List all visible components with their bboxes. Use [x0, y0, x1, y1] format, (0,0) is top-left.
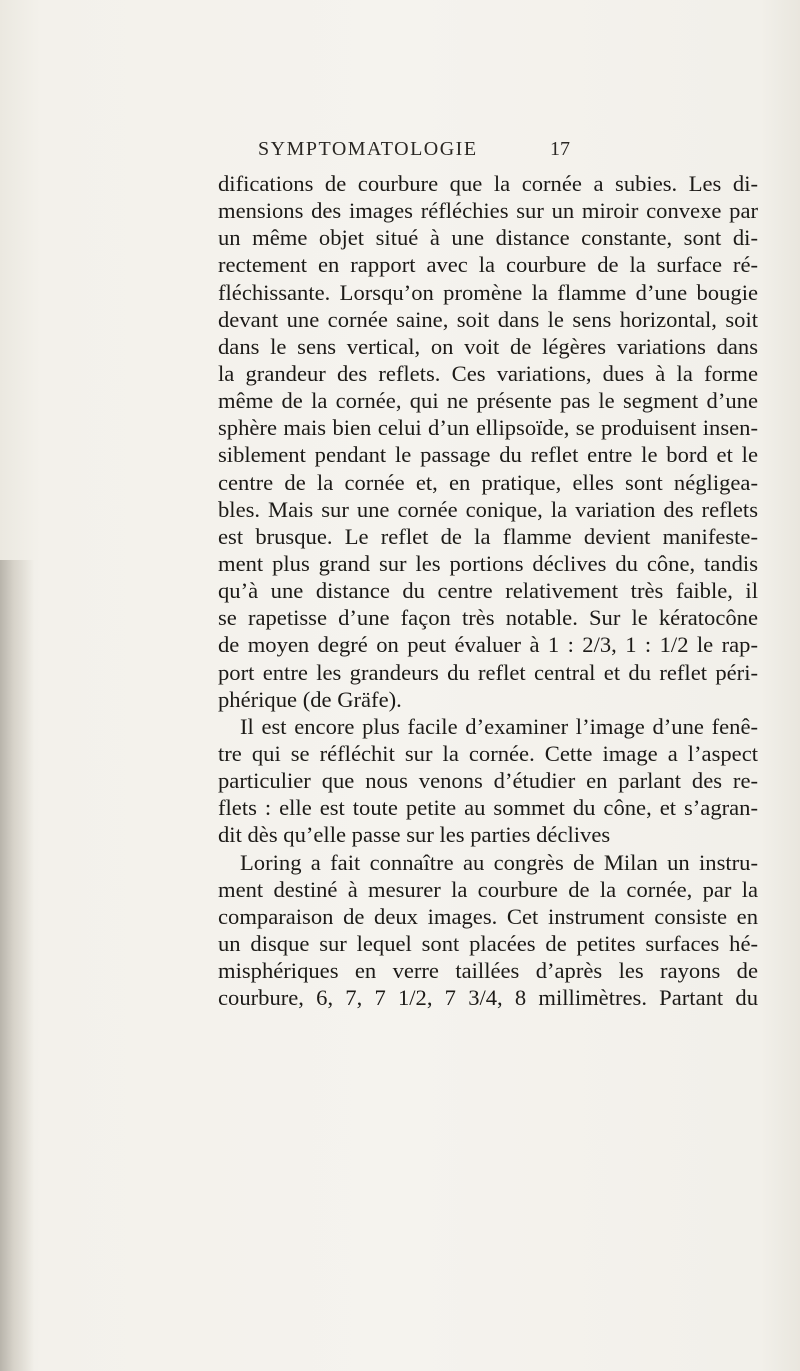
text-line: la grandeur des reflets. Ces variations, dues à la forme	[218, 360, 758, 386]
text-line: ment destiné à mesurer la courbure de la cornée, par la	[218, 876, 758, 902]
text-line: sphère mais bien celui d’un ellipsoïde, se produisent insen-	[218, 415, 758, 441]
text-line: centre de la cornée et, en pratique, elles sont négligea-	[218, 469, 758, 495]
text-line: flets : elle est toute petite au sommet du cône, et s’agran-	[218, 795, 758, 821]
text-line: qu’à une distance du centre relativement très faible, il	[218, 578, 758, 604]
text-line: misphériques en verre taillées d’après les rayons de	[218, 958, 758, 984]
text-line: port entre les grandeurs du reflet central et du reflet péri-	[218, 659, 758, 685]
text-line: mensions des images réfléchies sur un miroir convexe par	[218, 198, 758, 224]
page-number: 17	[550, 138, 570, 160]
text-line: particulier que nous venons d’étudier en parlant des re-	[218, 768, 758, 794]
text-line: ment plus grand sur les portions déclives du cône, tandis	[218, 550, 758, 576]
page-header	[250, 138, 570, 168]
text-line: fléchissante. Lorsqu’on promène la flamme d’une bougie	[218, 279, 758, 305]
text-line: comparaison de deux images. Cet instrument consiste en	[218, 903, 758, 929]
body-text	[218, 170, 758, 1011]
text-line: rectement en rapport avec la courbure de la surface ré-	[218, 252, 758, 278]
paragraph-start-line: Loring a fait connaître au congrès de Milan un instru-	[240, 849, 758, 875]
text-line: de moyen degré on peut évaluer à 1 : 2/3, 1 : 1/2 le rap-	[218, 632, 758, 658]
text-line: est brusque. Le reflet de la flamme devient manifeste-	[218, 523, 758, 549]
text-line: devant une cornée saine, soit dans le sens horizontal, soit	[218, 306, 758, 332]
paragraph-start-line: Il est encore plus facile d’examiner l’image d’une fenê-	[240, 713, 758, 739]
binding-shadow	[0, 560, 34, 1371]
text-line: un disque sur lequel sont placées de petites surfaces hé-	[218, 930, 758, 956]
text-line: même de la cornée, qui ne présente pas le segment d’une	[218, 388, 758, 414]
text-line: tre qui se réfléchit sur la cornée. Cette image a l’aspect	[218, 740, 758, 766]
text-line: bles. Mais sur une cornée conique, la variation des reflets	[218, 496, 758, 522]
paragraph-end-line: phérique (de Gräfe).	[218, 686, 402, 712]
running-title: SYMPTOMATOLOGIE	[258, 138, 478, 160]
text-line: siblement pendant le passage du reflet entre le bord et le	[218, 442, 758, 468]
text-line: dans le sens vertical, on voit de légères variations dans	[218, 333, 758, 359]
text-line: se rapetisse d’une façon très notable. Sur le kératocône	[218, 605, 758, 631]
text-line: courbure, 6, 7, 7 1/2, 7 3/4, 8 millimètres. Partant du	[218, 985, 758, 1011]
text-line: un même objet situé à une distance constante, sont di-	[218, 225, 758, 251]
text-line: difications de courbure que la cornée a subies. Les di-	[218, 171, 758, 196]
paragraph-end-line: dit dès qu’elle passe sur les parties déclives	[218, 822, 611, 848]
